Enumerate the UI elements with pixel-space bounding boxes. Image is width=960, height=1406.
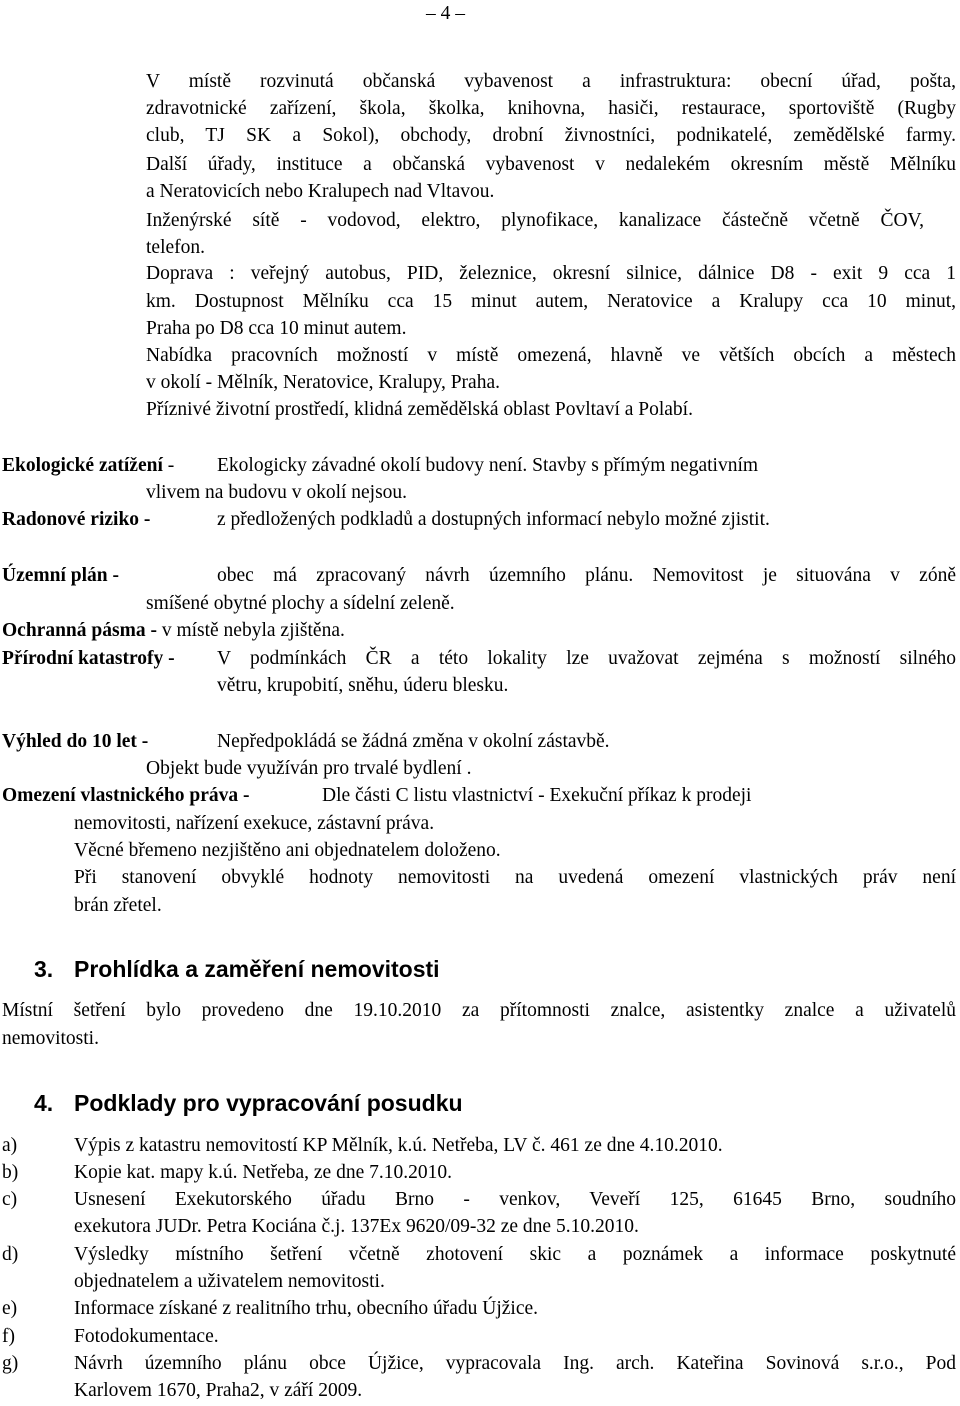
list-marker: a) <box>2 1135 18 1156</box>
eko-text: Ekologicky závadné okolí budovy není. Stavby s přímým negativním <box>217 455 759 476</box>
section-3-number: 3. <box>34 956 54 982</box>
intro-line: Doprava : veřejný autobus, PID, železnice, okresní silnice, dálnice D8 - exit 9 cca 1 <box>146 263 956 284</box>
list-marker: b) <box>2 1162 19 1183</box>
section-3-text: nemovitosti. <box>2 1028 99 1049</box>
intro-line: club, TJ SK a Sokol), obchody, drobní živnostníci, podnikatelé, zemědělské farmy. <box>146 125 956 146</box>
uzemni-label: Územní plán - <box>2 565 119 586</box>
intro-line: V místě rozvinutá občanská vybavenost a infrastruktura: obecní úřad, pošta, <box>146 71 956 92</box>
list-item: Karlovem 1670, Praha2, v září 2009. <box>74 1380 363 1401</box>
list-item: Fotodokumentace. <box>74 1326 219 1347</box>
list-item: Výsledky místního šetření včetně zhotovení skic a poznámek a informace poskytnuté <box>74 1244 956 1265</box>
section-3-title: Prohlídka a zaměření nemovitosti <box>74 956 440 982</box>
page-number: – 4 – <box>426 3 465 24</box>
intro-line: km. Dostupnost Mělníku cca 15 minut autem, Neratovice a Kralupy cca 10 minut, <box>146 291 956 312</box>
intro-line: Inženýrské sítě - vodovod, elektro, plynofikace, kanalizace částečně včetně ČOV, <box>146 210 924 231</box>
list-marker: f) <box>2 1326 15 1347</box>
list-item: exekutora JUDr. Petra Kociána č.j. 137Ex 9620/09-32 ze dne 5.10.2010. <box>74 1216 639 1237</box>
eko-dash: - <box>162 455 175 476</box>
list-item: Návrh územního plánu obce Újžice, vypracovala Ing. arch. Kateřina Sovinová s.r.o., Pod <box>74 1353 956 1374</box>
section-4-number: 4. <box>34 1090 54 1116</box>
list-marker: d) <box>2 1244 19 1265</box>
vyhled-label: Výhled do 10 let - <box>2 731 149 752</box>
list-marker: c) <box>2 1189 18 1210</box>
ochranna-label: Ochranná pásma - <box>2 620 157 641</box>
section-4-title: Podklady pro vypracování posudku <box>74 1090 463 1116</box>
omezeni-label: Omezení vlastnického práva - <box>2 785 250 806</box>
radon-text: z předložených podkladů a dostupných informací nebylo možné zjistit. <box>217 509 770 530</box>
omezeni-text: Při stanovení obvyklé hodnoty nemovitosti na uvedená omezení vlastnických práv není <box>74 867 956 888</box>
uzemni-text: smíšené obytné plochy a sídelní zeleně. <box>146 593 455 614</box>
list-item: Výpis z katastru nemovitostí KP Mělník, k.ú. Netřeba, LV č. 461 ze dne 4.10.2010. <box>74 1135 723 1156</box>
prirodni-text: větru, krupobití, sněhu, úderu blesku. <box>217 675 509 696</box>
vyhled-text: Objekt bude využíván pro trvalé bydlení . <box>146 758 472 779</box>
radon-label: Radonové riziko - <box>2 509 151 530</box>
list-item: objednatelem a uživatelem nemovitosti. <box>74 1271 385 1292</box>
list-item: Informace získané z realitního trhu, obecního úřadu Újžice. <box>74 1298 539 1319</box>
list-item: Usnesení Exekutorského úřadu Brno - venkov, Veveří 125, 61645 Brno, soudního <box>74 1189 956 1210</box>
omezeni-text: brán zřetel. <box>74 895 162 916</box>
prirodni-label: Přírodní katastrofy - <box>2 648 175 669</box>
eko-text: vlivem na budovu v okolí nejsou. <box>146 482 408 503</box>
intro-line: a Neratovicích nebo Kralupech nad Vltavou. <box>146 181 495 202</box>
intro-line: Praha po D8 cca 10 minut autem. <box>146 318 407 339</box>
list-marker: g) <box>2 1353 19 1374</box>
intro-line: telefon. <box>146 237 206 258</box>
vyhled-text: Nepředpokládá se žádná změna v okolní zástavbě. <box>217 731 610 752</box>
intro-line: zdravotnické zařízení, škola, školka, knihovna, hasiči, restaurace, sportoviště (Rugby <box>146 98 956 119</box>
eko-row <box>2 452 174 479</box>
list-marker: e) <box>2 1298 18 1319</box>
intro-line: Nabídka pracovních možností v místě omezená, hlavně ve větších obcích a městech <box>146 345 956 366</box>
intro-line: Příznivé životní prostředí, klidná zemědělská oblast Povltaví a Polabí. <box>146 399 693 420</box>
list-item: Kopie kat. mapy k.ú. Netřeba, ze dne 7.10.2010. <box>74 1162 452 1183</box>
omezeni-text: nemovitosti, nařízení exekuce, zástavní práva. <box>74 813 435 834</box>
intro-line: v okolí - Mělník, Neratovice, Kralupy, Praha. <box>146 372 500 393</box>
ochranna-text: v místě nebyla zjištěna. <box>156 620 345 641</box>
omezeni-text: Věcné břemeno nezjištěno ani objednatelem doloženo. <box>74 840 501 861</box>
omezeni-text: Dle části C listu vlastnictví - Exekuční příkaz k prodeji <box>322 785 752 806</box>
intro-line: Další úřady, instituce a občanská vybavenost v nedalekém okresním městě Mělníku <box>146 154 956 175</box>
uzemni-text: obec má zpracovaný návrh územního plánu. Nemovitost je situována v zóně <box>217 565 956 586</box>
prirodni-text: V podmínkách ČR a této lokality lze uvažovat zejména s možností silného <box>217 648 956 669</box>
section-3-text: Místní šetření bylo provedeno dne 19.10.2010 za přítomnosti znalce, asistentky znalce a uživatelů <box>2 1000 956 1021</box>
eko-label: Ekologické zatížení <box>2 455 163 476</box>
ochranna-row <box>2 617 345 644</box>
